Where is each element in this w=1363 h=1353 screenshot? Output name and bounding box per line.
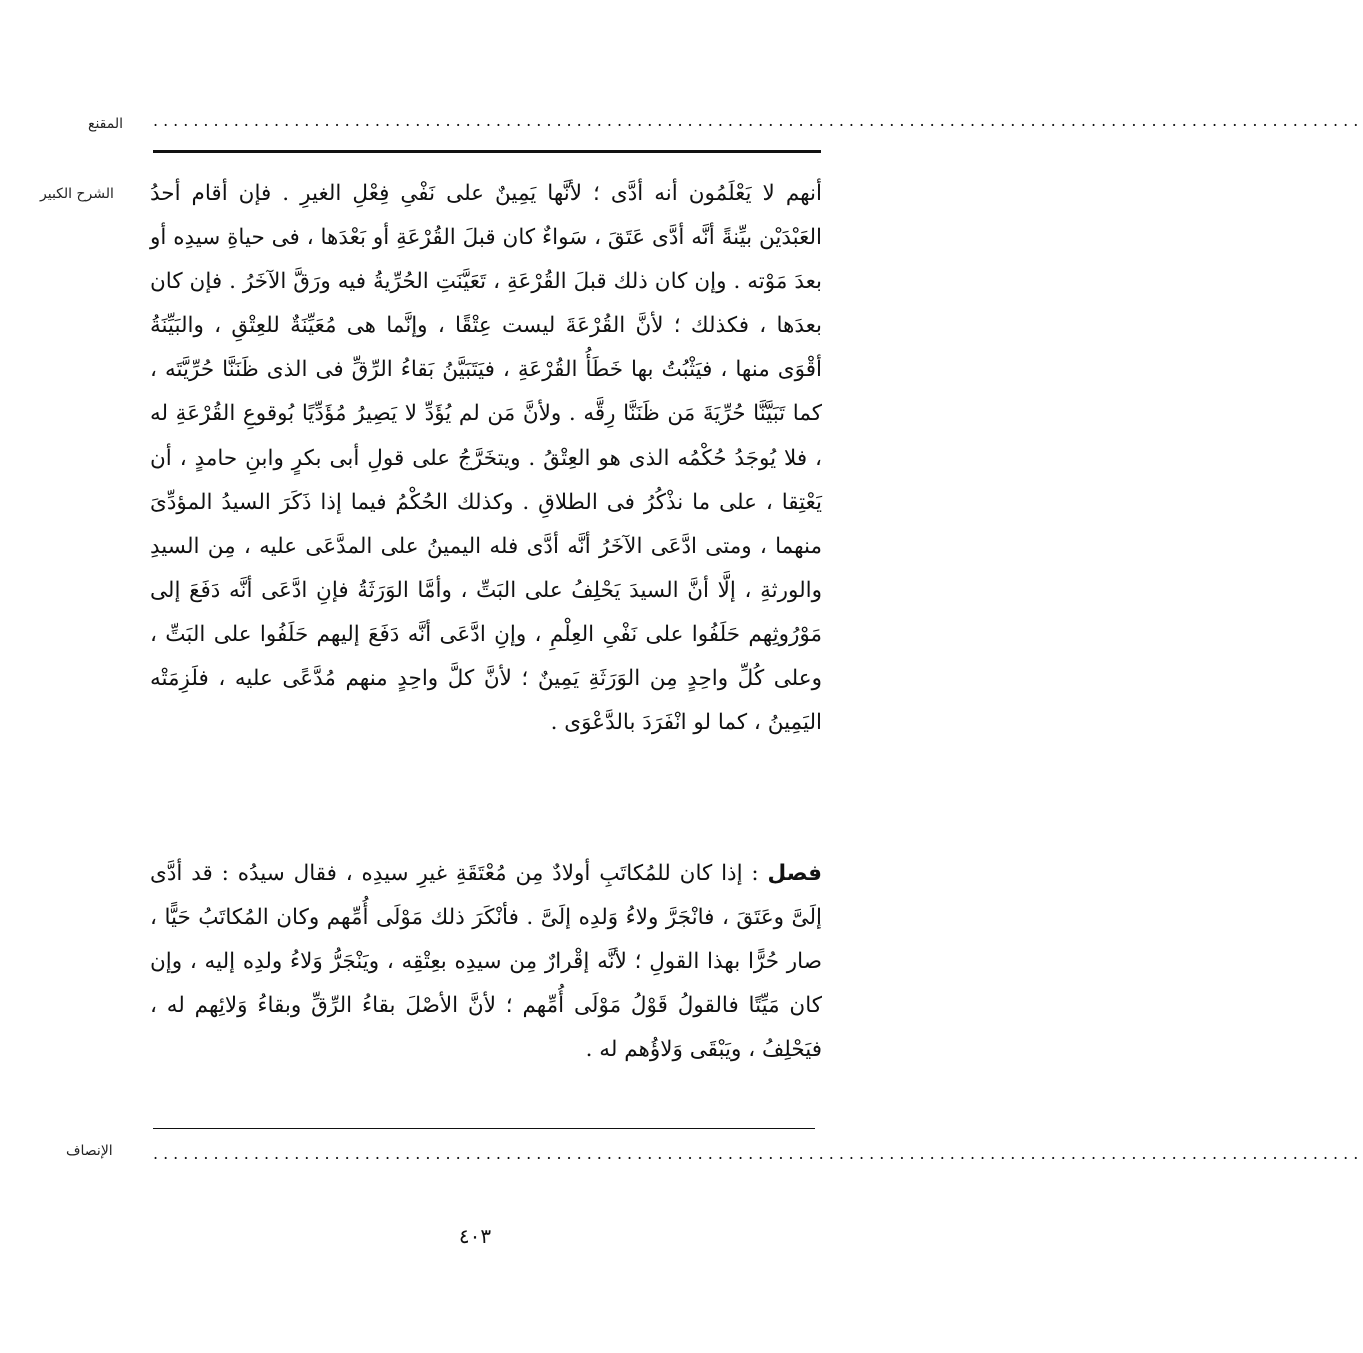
- section-paragraph: [150, 852, 822, 1072]
- commentary-body: [150, 172, 822, 745]
- header-dotted-rule: ........................................................................................................................: [153, 111, 1363, 130]
- header-label: المقنع: [88, 116, 124, 132]
- section-body: [150, 852, 822, 1072]
- footer-dotted-rule: ........................................................................................................................: [153, 1144, 1363, 1163]
- margin-commentary-label: الشرح الكبير: [40, 186, 114, 202]
- page-number: ٤٠٣: [458, 1224, 492, 1248]
- header-rule: [153, 150, 821, 153]
- footer-label: الإنصاف: [66, 1143, 113, 1159]
- commentary-paragraph: أنهم لا يَعْلَمُون أنه أدَّى ؛ لأنَّها يَمِينٌ على نَفْىِ فِعْلِ الغيرِ . فإن أقام أحدُ العَبْدَيْن بيِّنةً أنَّه أدَّى عَتَقَ ، سَواءٌ كان قبلَ القُرْعَةِ أو بَعْدَها ، فى حياةِ سيدِه أو بعدَ مَوْته . وإن كان ذلك قبلَ القُرْعَةِ ، تَعَيَّنَتِ الحُرِّيةُ فيه ورَقَّ الآخَرُ . فإن كان بعدَها ، فكذلك ؛ لأنَّ القُرْعَةَ ليست عِتْقًا ، وإنَّما هى مُعَيِّنَةٌ للعِتْقِ ، والبَيِّنَةُ أقْوَى منها ، فيَثْبُتُ بها خَطَأُ القُرْعَةِ ، فيَتَبَيَّنُ بَقاءُ الرِّقِّ فى الذى ظَنَنَّا حُرِّيَّتَه ، كما تَبَيَّنَّا حُرِّيَةَ مَن ظَنَنَّا رِقَّه . ولأنَّ مَن لم يُؤَدِّ لا يَصِيرُ مُؤَدِّيًا بُوقوعِ القُرْعَةِ له ، فلا يُوجَدُ حُكْمُه الذى هو العِتْقُ . ويتخَرَّجُ على قولِ أبى بكرٍ وابنِ حامدٍ ، أن يَعْتِقا ، على ما نذْكُرُ فى الطلاقِ . وكذلك الحُكْمُ فيما إذا ذَكَرَ السيدُ المؤدِّىَ منهما ، ومتى ادَّعَى الآخَرُ أنَّه أدَّى فله اليمينُ على المدَّعَى عليه ، مِن السيدِ والورثةِ ، إلَّا أنَّ السيدَ يَحْلِفُ على البَتِّ ، وأمَّا الوَرَثَةُ فإنِ ادَّعَى أنَّه دَفَعَ إلى مَوْرُوثِهم حَلَفُوا على نَفْىِ العِلْمِ ، وإنِ ادَّعَى أنَّه دَفَعَ إليهم حَلَفُوا على البَتِّ ، وعلى كُلِّ واحِدٍ مِن الوَرَثَةِ يَمِينٌ ؛ لأنَّ كلَّ واحِدٍ منهم مُدَّعًى عليه ، فلَزِمَتْه اليَمِينُ ، كما لو انْفَرَدَ بالدَّعْوَى .: [150, 181, 822, 736]
- section-text: : إذا كان للمُكاتَبِ أولادٌ مِن مُعْتَقَةِ غيرِ سيدِه ، فقال سيدُه : قد أدَّى إلَىَّ وعَتَقَ ، فانْجَرَّ ولاءُ وَلدِه إلَىَّ . فأنْكَرَ ذلك مَوْلَى أُمِّهم وكان المُكاتَبُ حَيًّا ، صار حُرًّا بهذا القولِ ؛ لأنَّه إقْرارٌ مِن سيدِه بعِتْقِه ، ويَنْجَرُّ وَلاءُ ولدِه إليه ، وإن كان مَيِّتًا فالقولُ قَوْلُ مَوْلَى أُمِّهم ؛ لأنَّ الأصْلَ بقاءُ الرِّقِّ وبقاءُ وَلائِهم له ، فيَحْلِفُ ، ويَبْقَى وَلاؤُهم له .: [150, 861, 822, 1063]
- footer-rule: [153, 1128, 815, 1129]
- section-term: فصل: [767, 861, 822, 886]
